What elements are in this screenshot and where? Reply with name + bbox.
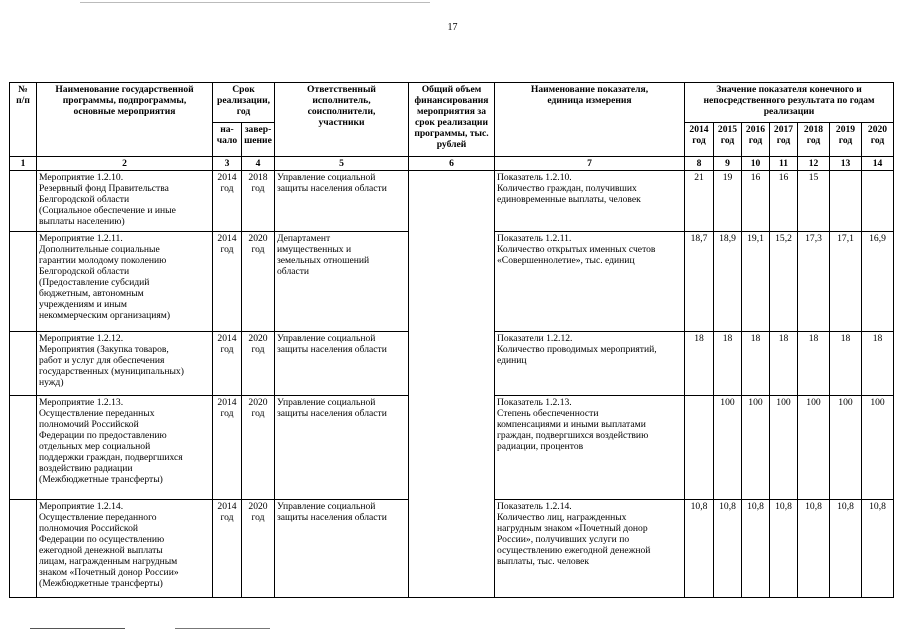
header-indicator: Наименование показателя, единица измерения [495,83,685,157]
col-number: 8 [685,157,714,171]
col-number: 4 [242,157,275,171]
col-number: 2 [37,157,213,171]
row-start-year: 2014 год [213,396,242,500]
row-indicator: Показатели 1.2.12. Количество проводимых мероприятий, единиц [495,332,685,396]
header-year-2016: 2016 год [742,123,770,157]
row-value-2019 [830,171,862,232]
row-start-year: 2014 год [213,171,242,232]
row-start-year: 2014 год [213,232,242,332]
row-value-2017: 16 [770,171,798,232]
row-program-name: Мероприятие 1.2.10. Резервный фонд Правительства Белгородской области (Социальное обеспечение и иные выплаты населению) [37,171,213,232]
row-start-year: 2014 год [213,500,242,598]
row-value-2019: 10,8 [830,500,862,598]
header-executor: Ответственный исполнитель, соисполнители, участники [275,83,409,157]
row-executor: Управление социальной защиты населения области [275,332,409,396]
row-value-2020: 16,9 [862,232,894,332]
row-value-2017: 18 [770,332,798,396]
header-year-2017: 2017 год [770,123,798,157]
row-value-2016: 100 [742,396,770,500]
scan-artifact-line [30,628,125,629]
row-value-2018: 15 [798,171,830,232]
row-program-name: Мероприятие 1.2.11. Дополнительные социальные гарантии молодому поколению Белгородской области (Предоставление субсидий бюджетным, автономным учреждениям и иным некоммерческим организациям) [37,232,213,332]
header-year-2020: 2020 год [862,123,894,157]
row-value-2020: 18 [862,332,894,396]
row-indicator: Показатель 1.2.10. Количество граждан, получивших единовременные выплаты, человек [495,171,685,232]
header-year-2015: 2015 год [714,123,742,157]
row-value-2016: 16 [742,171,770,232]
row-value-2017: 15,2 [770,232,798,332]
row-value-2014: 21 [685,171,714,232]
row-program-name: Мероприятие 1.2.13. Осуществление переданных полномочий Российской Федерации по предоставлению отдельных мер социальной поддержки граждан, подвергшихся воздействию радиации (Межбюджетные трансферты) [37,396,213,500]
row-value-2015: 100 [714,396,742,500]
col-number: 14 [862,157,894,171]
header-term: Срок реализации, год [213,83,275,123]
row-value-2014: 10,8 [685,500,714,598]
row-value-2015: 18 [714,332,742,396]
row-value-2018: 10,8 [798,500,830,598]
row-program-name: Мероприятие 1.2.14. Осуществление переданного полномочия Российской Федерации по осуществлению ежегодной денежной выплаты лицам, награжденным нагрудным знаком «Почетный донор России» (Межбюджетные трансферты) [37,500,213,598]
row-executor: Департамент имущественных и земельных отношений области [275,232,409,332]
row-indicator: Показатель 1.2.14. Количество лиц, награжденных нагрудным знаком «Почетный донор России», получивших услуги по осуществлению ежегодной денежной выплаты, тыс. человек [495,500,685,598]
scan-artifact-top [80,2,430,3]
row-value-2019: 17,1 [830,232,862,332]
row-value-2017: 10,8 [770,500,798,598]
row-value-2016: 18 [742,332,770,396]
row-value-2020 [862,171,894,232]
header-values: Значение показателя конечного и непосредственного результата по годам реализации [685,83,894,123]
row-end-year: 2020 год [242,332,275,396]
row-executor: Управление социальной защиты населения области [275,396,409,500]
row-program-name: Мероприятие 1.2.12. Мероприятия (Закупка товаров, работ и услуг для обеспечения государственных (муниципальных) нужд) [37,332,213,396]
row-start-year: 2014 год [213,332,242,396]
col-number: 11 [770,157,798,171]
col-number: 12 [798,157,830,171]
row-value-2015: 19 [714,171,742,232]
row-indicator: Показатель 1.2.13. Степень обеспеченности компенсациями и иными выплатами граждан, подвергшихся воздействию радиации, процентов [495,396,685,500]
col-number: 3 [213,157,242,171]
row-value-2016: 19,1 [742,232,770,332]
col-number: 6 [409,157,495,171]
row-indicator: Показатель 1.2.11. Количество открытых именных счетов «Совершеннолетие», тыс. единиц [495,232,685,332]
col-number: 7 [495,157,685,171]
scan-artifact-line [175,628,270,629]
row-num [10,396,37,500]
col-number: 1 [10,157,37,171]
row-value-2014 [685,396,714,500]
col-number: 5 [275,157,409,171]
row-end-year: 2020 год [242,396,275,500]
row-value-2014: 18 [685,332,714,396]
row-value-2015: 18,9 [714,232,742,332]
row-value-2014: 18,7 [685,232,714,332]
col-number: 13 [830,157,862,171]
row-finance [409,171,495,598]
col-number: 10 [742,157,770,171]
row-value-2015: 10,8 [714,500,742,598]
header-program-name: Наименование государственной программы, подпрограммы, основные мероприятия [37,83,213,157]
row-end-year: 2020 год [242,500,275,598]
row-value-2018: 18 [798,332,830,396]
header-year-2018: 2018 год [798,123,830,157]
row-value-2020: 10,8 [862,500,894,598]
header-year-2014: 2014 год [685,123,714,157]
row-num [10,500,37,598]
row-num [10,171,37,232]
header-term-start: на- чало [213,123,242,157]
row-value-2018: 17,3 [798,232,830,332]
row-value-2020: 100 [862,396,894,500]
program-table [9,82,894,598]
row-value-2017: 100 [770,396,798,500]
row-value-2019: 18 [830,332,862,396]
col-number: 9 [714,157,742,171]
row-value-2019: 100 [830,396,862,500]
header-num: № п/п [10,83,37,157]
row-num [10,232,37,332]
table-row [10,171,894,232]
row-end-year: 2020 год [242,232,275,332]
header-finance: Общий объем финансирования мероприятия за срок реализации программы, тыс. рублей [409,83,495,157]
row-value-2016: 10,8 [742,500,770,598]
row-value-2018: 100 [798,396,830,500]
column-number-row [10,157,894,171]
header-year-2019: 2019 год [830,123,862,157]
row-executor: Управление социальной защиты населения области [275,500,409,598]
row-end-year: 2018 год [242,171,275,232]
row-executor: Управление социальной защиты населения области [275,171,409,232]
row-num [10,332,37,396]
page-number: 17 [447,22,458,33]
header-term-end: завер- шение [242,123,275,157]
